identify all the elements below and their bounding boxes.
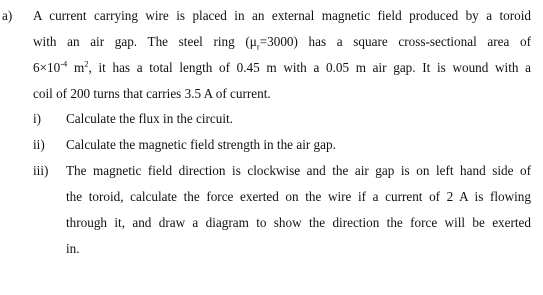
part-text-line-3: through it, and draw a diagram to show the direction the force will be exerted (66, 215, 531, 230)
part-label: ii) (33, 137, 45, 152)
question-text-line-3: $6\times 10^{-4}$ $m^2$, it has a total length of 0.45 m with a 0.05 m air gap. It is wound with a (33, 58, 531, 75)
part-text: Calculate the flux in the circuit. (66, 111, 233, 126)
part-label: iii) (33, 163, 49, 178)
part-text: Calculate the magnetic field strength in the air gap. (66, 137, 336, 152)
part-text-line-2: the toroid, calculate the force exerted on the wire if a current of 2 A is flowing (66, 189, 531, 204)
question-label: a) (2, 8, 13, 23)
question-text-line-1: A current carrying wire is placed in an external magnetic field produced by a toroid (33, 8, 531, 23)
question-text-line-2: with an air gap. The steel ring $(\mu_r=3000)$ has a square cross-sectional area of (33, 34, 531, 52)
part-text-line-4: in. (66, 241, 80, 256)
part-text-line-1: The magnetic field direction is clockwise and the air gap is on left hand side of (66, 163, 531, 178)
part-label: i) (33, 111, 42, 126)
question-text-line-4: coil of 200 turns that carries 3.5 A of current. (33, 86, 271, 101)
